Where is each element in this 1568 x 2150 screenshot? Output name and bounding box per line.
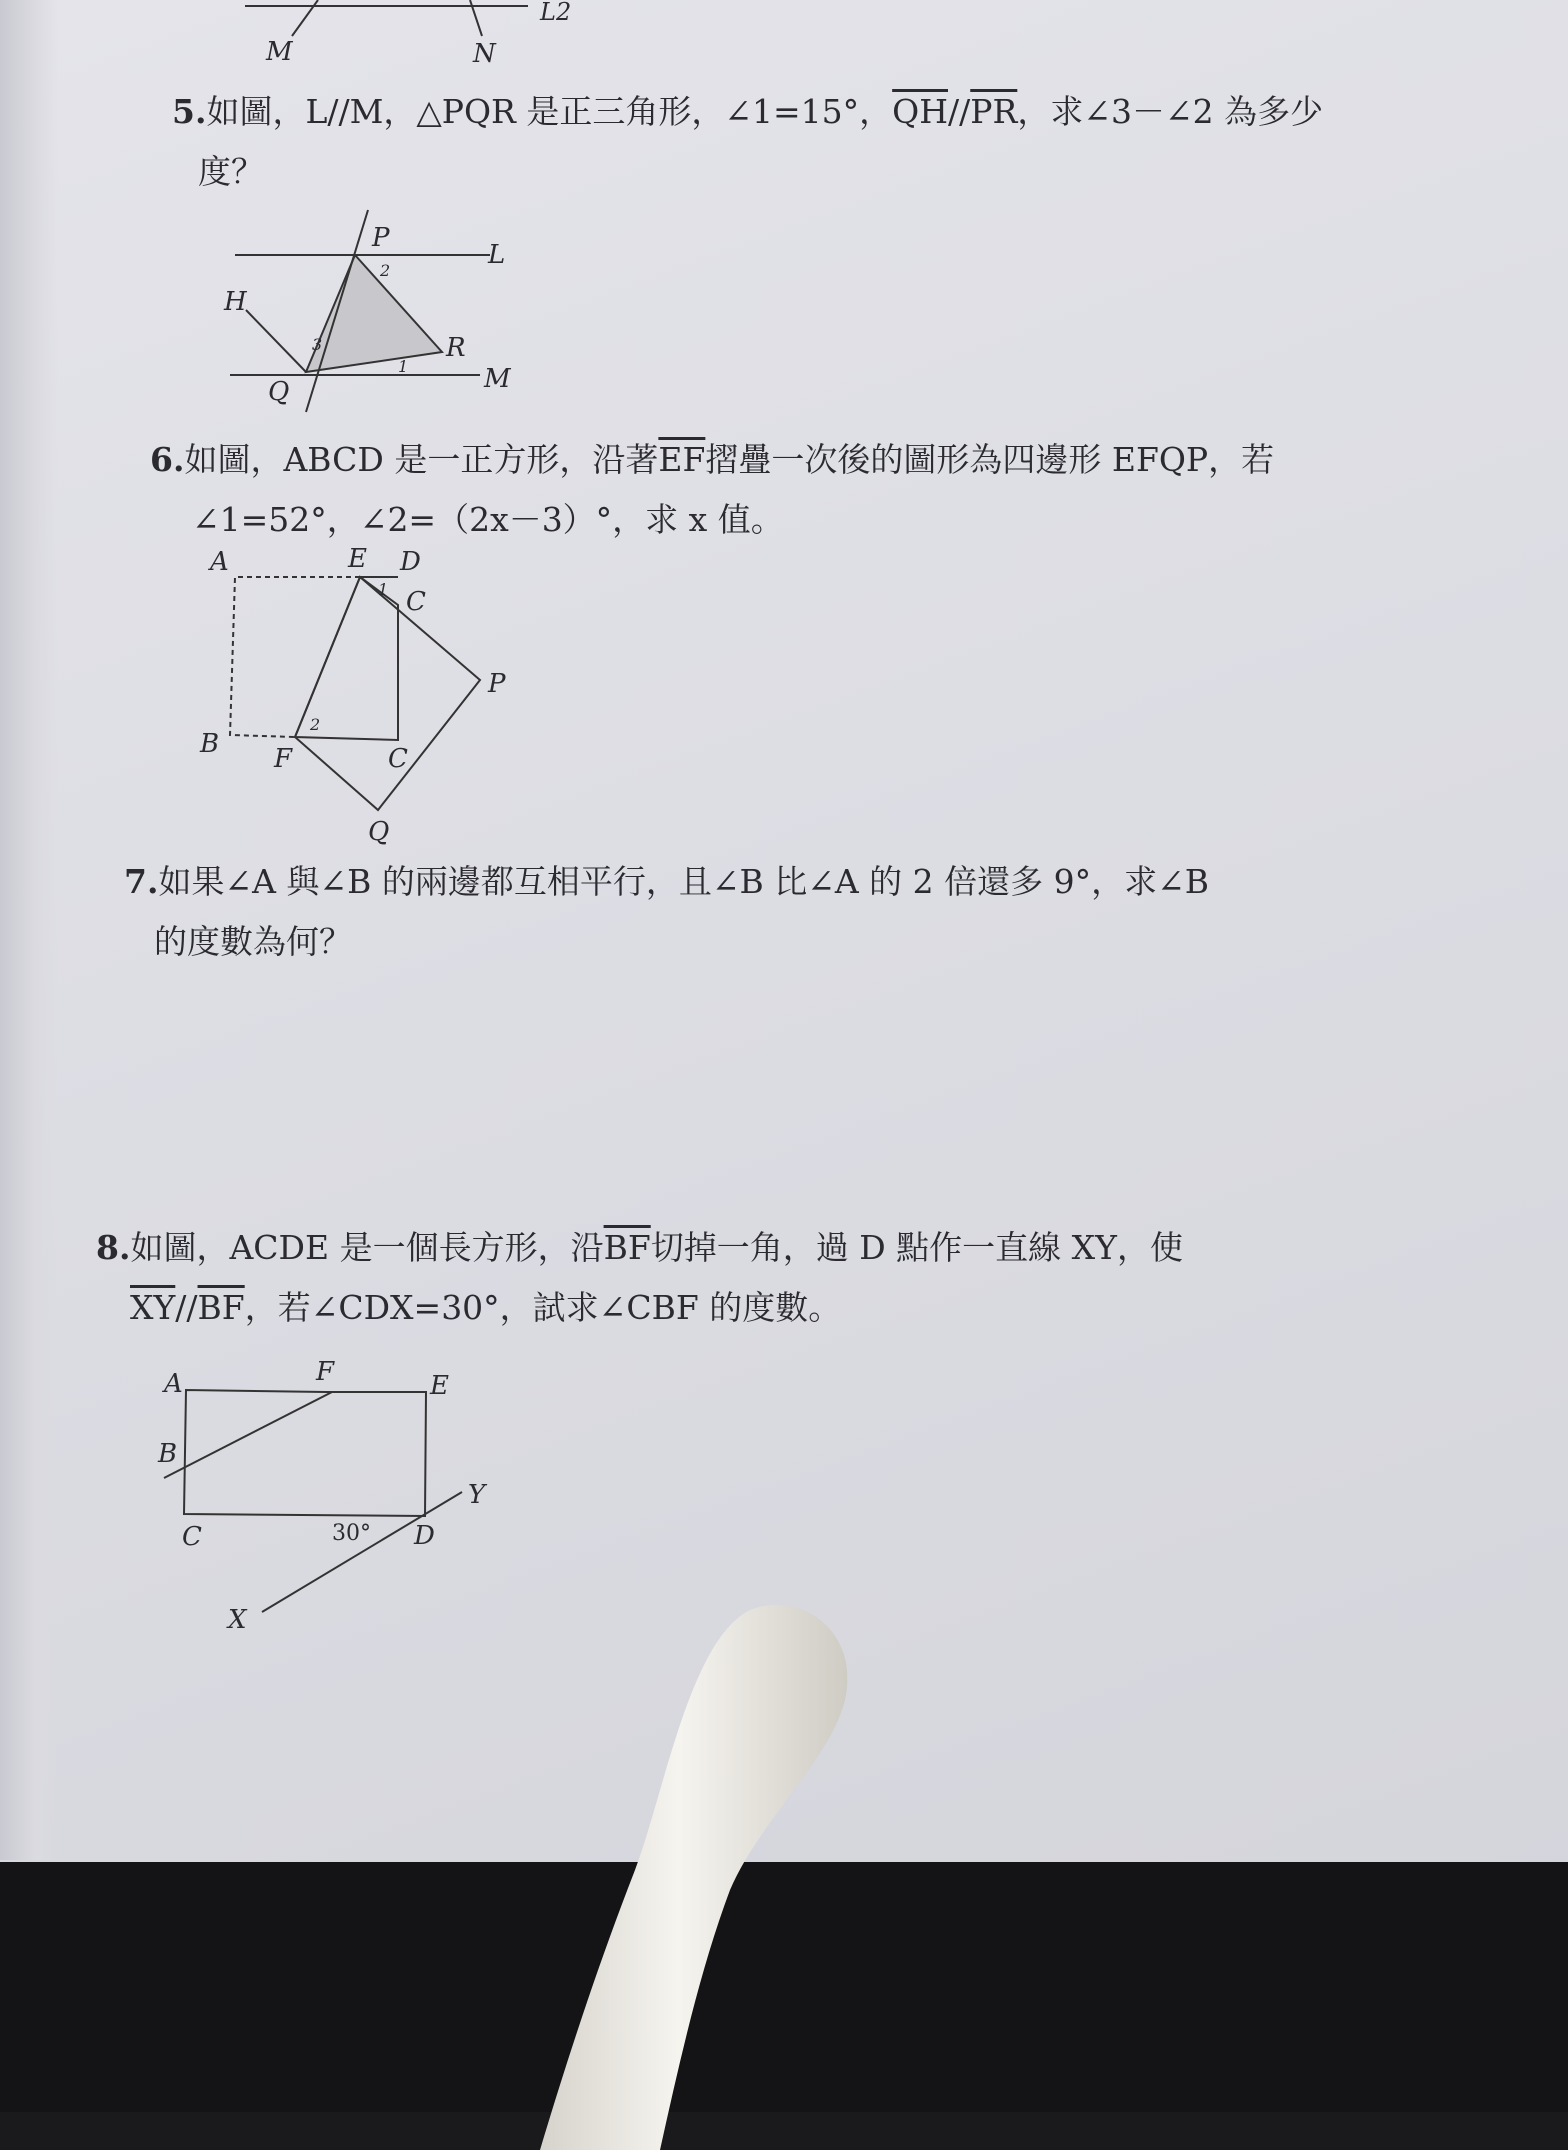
label-angle-2: 2: [310, 715, 321, 734]
label-E: E: [430, 1371, 449, 1401]
segment-PR: $\overline{PR}$: [970, 92, 1018, 131]
problem-text: 如圖，ACDE 是一個長方形，沿: [130, 1228, 604, 1267]
label-E: E: [348, 544, 367, 574]
problem-text: 如圖，ABCD 是一正方形，沿著: [184, 440, 659, 479]
label-C: C: [182, 1522, 202, 1552]
line-XY: [262, 1492, 462, 1612]
problem-text: 切掉一角，過 D 點作一直線 XY，使: [650, 1228, 1183, 1267]
label-Y: Y: [468, 1480, 486, 1510]
label-P: P: [372, 223, 390, 253]
label-R: R: [446, 333, 466, 363]
rectangle-ACDE: [184, 1390, 426, 1516]
problem-7-line2: 的度數為何？: [154, 922, 352, 961]
parallel-sign: //: [948, 92, 971, 131]
segment-QH: $\overline{QH}$: [892, 92, 948, 131]
cut-line-BF: [164, 1392, 332, 1478]
problem-text: 摺疊一次後的圖形為四邊形 EFQP，若: [705, 440, 1275, 479]
label-30-degrees: 30°: [332, 1521, 371, 1546]
problem-8-line1: [96, 1218, 1456, 1278]
label-H: H: [224, 287, 247, 317]
label-L: L: [488, 240, 506, 270]
quadrilateral-EFQP: [295, 577, 480, 810]
label-F: F: [316, 1357, 335, 1387]
label-C-bottom: C: [388, 744, 408, 774]
problem-7-line1: [124, 852, 1454, 912]
problem-6-line2: ∠1=52°，∠2=（2x－3）°，求 x 值。: [192, 500, 784, 539]
problem-text: 如圖，L//M，△PQR 是正三角形，∠1=15°，: [206, 92, 893, 131]
problem-7: [124, 852, 1454, 972]
label-angle-1: 1: [378, 580, 389, 599]
label-M: M: [484, 364, 511, 394]
problem-number: 6.: [150, 440, 185, 479]
label-X: X: [228, 1605, 247, 1635]
problem-8-line2: [96, 1278, 1456, 1338]
ray-QH: [246, 310, 306, 372]
problem-text: ，求∠3－∠2 為多少: [1017, 92, 1324, 131]
problem-5: [172, 82, 1462, 202]
problem-8: [96, 1218, 1456, 1338]
label-M: M: [266, 37, 293, 67]
figure-5: [210, 200, 550, 420]
parallel-sign: //: [175, 1288, 198, 1327]
problem-number: 8.: [96, 1228, 131, 1267]
label-Q: Q: [268, 377, 290, 407]
label-N: N: [473, 39, 496, 69]
triangle-PQR: [306, 255, 442, 372]
label-A: A: [164, 1369, 183, 1399]
label-angle-2: 2: [380, 261, 391, 280]
problem-number: 5.: [172, 92, 207, 131]
problem-6: [150, 430, 1460, 550]
original-square-dashed: [230, 577, 360, 737]
problem-text: 如果∠A 與∠B 的兩邊都互相平行，且∠B 比∠A 的 2 倍還多 9°，求∠B: [158, 862, 1210, 901]
label-F: F: [274, 744, 293, 774]
label-C-top: C: [406, 587, 426, 617]
segment-BF: $\overline{BF}$: [603, 1228, 651, 1267]
problem-6-line1: [150, 430, 1460, 490]
label-L2: L2: [540, 0, 572, 26]
segment-XY: $\overline{XY}$: [130, 1288, 176, 1327]
label-B: B: [200, 729, 220, 759]
segment-BF: $\overline{BF}$: [197, 1288, 245, 1327]
problem-5-line2: 度？: [198, 152, 264, 191]
label-D: D: [414, 1521, 435, 1551]
figure-6: [190, 540, 530, 850]
label-P: P: [488, 669, 506, 699]
problem-5-line1: [172, 82, 1462, 142]
label-angle-3: 3: [312, 335, 323, 354]
prev-figure-fragment: [0, 0, 1568, 80]
label-angle-1: 1: [398, 357, 409, 376]
label-B: B: [158, 1439, 178, 1469]
figure-8: [140, 1350, 520, 1640]
problem-text: ，若∠CDX=30°，試求∠CBF 的度數。: [244, 1288, 842, 1327]
page-stack-edge: [0, 0, 58, 1860]
problem-number: 7.: [124, 862, 159, 901]
segment-EF: $\overline{EF}$: [658, 440, 706, 479]
label-D: D: [400, 547, 421, 577]
label-A: A: [210, 547, 229, 577]
stylus-pen: [540, 1590, 860, 2150]
label-Q: Q: [368, 817, 390, 847]
